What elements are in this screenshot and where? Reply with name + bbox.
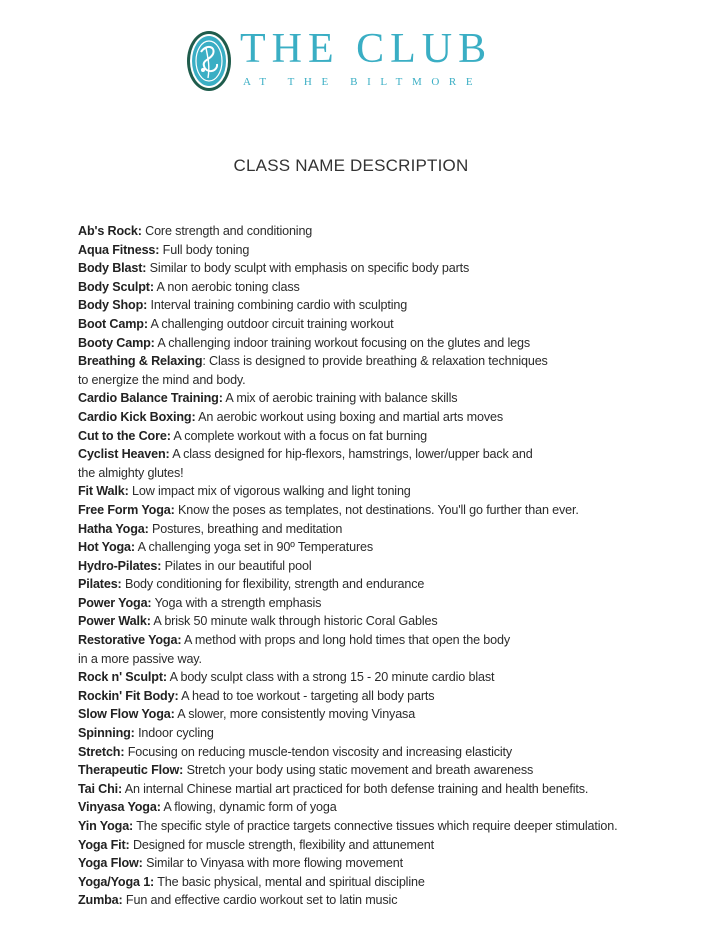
class-item [78, 222, 698, 241]
class-name: Pilates: [78, 577, 122, 592]
class-item [78, 761, 698, 780]
class-item [78, 836, 698, 855]
class-description: A mix of aerobic training with balance skills [222, 391, 458, 406]
class-description: A non aerobic toning class [153, 279, 300, 294]
class-description: An internal Chinese martial art practiced for both defense training and health benefits. [122, 781, 589, 796]
class-name: Slow Flow Yoga: [78, 707, 175, 722]
class-description: Similar to body sculpt with emphasis on specific body parts [146, 261, 470, 276]
class-description: A challenging yoga set in 90º Temperatures [134, 540, 374, 555]
class-name: Hot Yoga: [78, 540, 135, 555]
class-item [78, 612, 698, 631]
class-item [78, 687, 698, 706]
class-description: A head to toe workout - targeting all body parts [178, 688, 435, 703]
class-item-continuation [78, 464, 698, 483]
class-item [78, 520, 698, 539]
class-description: A method with props and long hold times that open the body [181, 633, 510, 648]
class-item [78, 334, 698, 353]
class-item [78, 575, 698, 594]
class-name: Cyclist Heaven: [78, 447, 170, 462]
class-description: A slower, more consistently moving Vinyasa [174, 707, 416, 722]
class-item-continuation [78, 371, 698, 390]
class-item [78, 854, 698, 873]
class-name: Power Walk: [78, 614, 151, 629]
class-item [78, 315, 698, 334]
class-item [78, 594, 698, 613]
class-name: Body Sculpt: [78, 279, 154, 294]
class-description: Interval training combining cardio with sculpting [147, 298, 408, 313]
class-item [78, 724, 698, 743]
club-logo [186, 26, 493, 96]
class-description: Focusing on reducing muscle-tendon viscosity and increasing elasticity [124, 744, 513, 759]
class-item [78, 705, 698, 724]
class-name: Yin Yoga: [78, 819, 134, 833]
class-description: The specific style of practice targets connective tissues which require deeper stimulation. [133, 819, 618, 833]
class-item [78, 296, 698, 315]
class-item [78, 817, 698, 836]
class-item [78, 408, 698, 427]
class-description: Body conditioning for flexibility, strength and endurance [121, 577, 425, 592]
class-name: Cardio Kick Boxing: [78, 409, 196, 424]
class-item [78, 538, 698, 557]
class-description: A body sculpt class with a strong 15 - 20 minute cardio blast [166, 670, 495, 685]
class-description: A class designed for hip-flexors, hamstrings, lower/upper back and [169, 447, 533, 462]
class-description-continued: in a more passive way. [78, 651, 202, 666]
class-description: Core strength and conditioning [141, 224, 313, 238]
class-description: Fun and effective cardio workout set to latin music [122, 893, 398, 908]
class-item [78, 668, 698, 687]
class-name: Power Yoga: [78, 595, 152, 610]
class-name: Restorative Yoga: [78, 633, 182, 648]
class-item [78, 780, 698, 799]
class-description: A challenging indoor training workout focusing on the glutes and legs [154, 335, 530, 350]
class-name: Body Blast: [78, 261, 147, 276]
class-item [78, 389, 698, 408]
class-description: Pilates in our beautiful pool [161, 558, 312, 573]
class-item [78, 798, 698, 817]
class-name: Yoga/Yoga 1: [78, 874, 155, 889]
class-name: Hydro-Pilates: [78, 558, 162, 573]
class-name: Vinyasa Yoga: [78, 800, 161, 815]
class-item [78, 482, 698, 501]
class-name: Boot Camp: [78, 316, 148, 331]
class-item [78, 352, 698, 371]
class-description: Similar to Vinyasa with more flowing movement [142, 856, 403, 871]
class-name: Tai Chi: [78, 781, 123, 796]
class-name: Breathing & Relaxing [78, 354, 203, 369]
class-description: Know the poses as templates, not destinations. You'll go further than ever. [174, 502, 579, 517]
class-name: Cut to the Core: [78, 428, 171, 443]
class-name: Yoga Fit: [78, 837, 130, 852]
class-item [78, 891, 698, 910]
class-name: Therapeutic Flow: [78, 763, 184, 778]
class-item [78, 241, 698, 260]
class-item [78, 743, 698, 762]
class-name: Fit Walk: [78, 484, 129, 499]
class-name: Free Form Yoga: [78, 502, 175, 517]
class-name: Booty Camp: [78, 335, 155, 350]
class-item [78, 557, 698, 576]
class-description: Stretch your body using static movement and breath awareness [183, 763, 534, 778]
class-description-continued: to energize the mind and body. [78, 372, 246, 387]
monogram-crest-icon [186, 30, 232, 92]
class-description: : Class is designed to provide breathing & relaxation techniques [202, 354, 548, 369]
class-list [78, 222, 698, 910]
class-description: Indoor cycling [134, 726, 214, 741]
class-item [78, 445, 698, 464]
class-name: Hatha Yoga: [78, 521, 149, 536]
class-item [78, 259, 698, 278]
class-name: Cardio Balance Training: [78, 391, 223, 406]
class-name: Spinning: [78, 726, 135, 741]
class-description: An aerobic workout using boxing and martial arts moves [195, 409, 503, 424]
class-description: A brisk 50 minute walk through historic Coral Gables [150, 614, 438, 629]
class-item [78, 631, 698, 650]
logo-title: THE CLUB [240, 26, 493, 72]
page-title: CLASS NAME DESCRIPTION [233, 156, 469, 175]
class-item [78, 873, 698, 892]
class-item [78, 278, 698, 297]
class-description: Low impact mix of vigorous walking and light toning [128, 484, 411, 499]
class-description: A complete workout with a focus on fat burning [170, 428, 427, 443]
class-description-continued: the almighty glutes! [78, 465, 184, 480]
class-name: Stretch: [78, 744, 125, 759]
class-description: The basic physical, mental and spiritual discipline [154, 874, 425, 889]
class-description: Full body toning [159, 242, 250, 257]
class-description: A flowing, dynamic form of yoga [160, 800, 337, 815]
class-description: Designed for muscle strength, flexibility and attunement [129, 837, 434, 852]
class-name: Rock n' Sculpt: [78, 670, 167, 685]
class-item [78, 501, 698, 520]
class-name: Zumba: [78, 893, 123, 908]
class-description: Yoga with a strength emphasis [151, 595, 322, 610]
class-item [78, 427, 698, 446]
class-name: Aqua Fitness: [78, 242, 160, 257]
logo-subtitle: AT THE BILTMORE [243, 76, 483, 88]
class-name: Ab's Rock: [78, 224, 142, 238]
class-name: Yoga Flow: [78, 856, 143, 871]
class-name: Body Shop: [78, 298, 148, 313]
class-description: A challenging outdoor circuit training workout [147, 316, 394, 331]
class-description: Postures, breathing and meditation [148, 521, 343, 536]
class-name: Rockin' Fit Body: [78, 688, 179, 703]
class-item-continuation [78, 650, 698, 669]
